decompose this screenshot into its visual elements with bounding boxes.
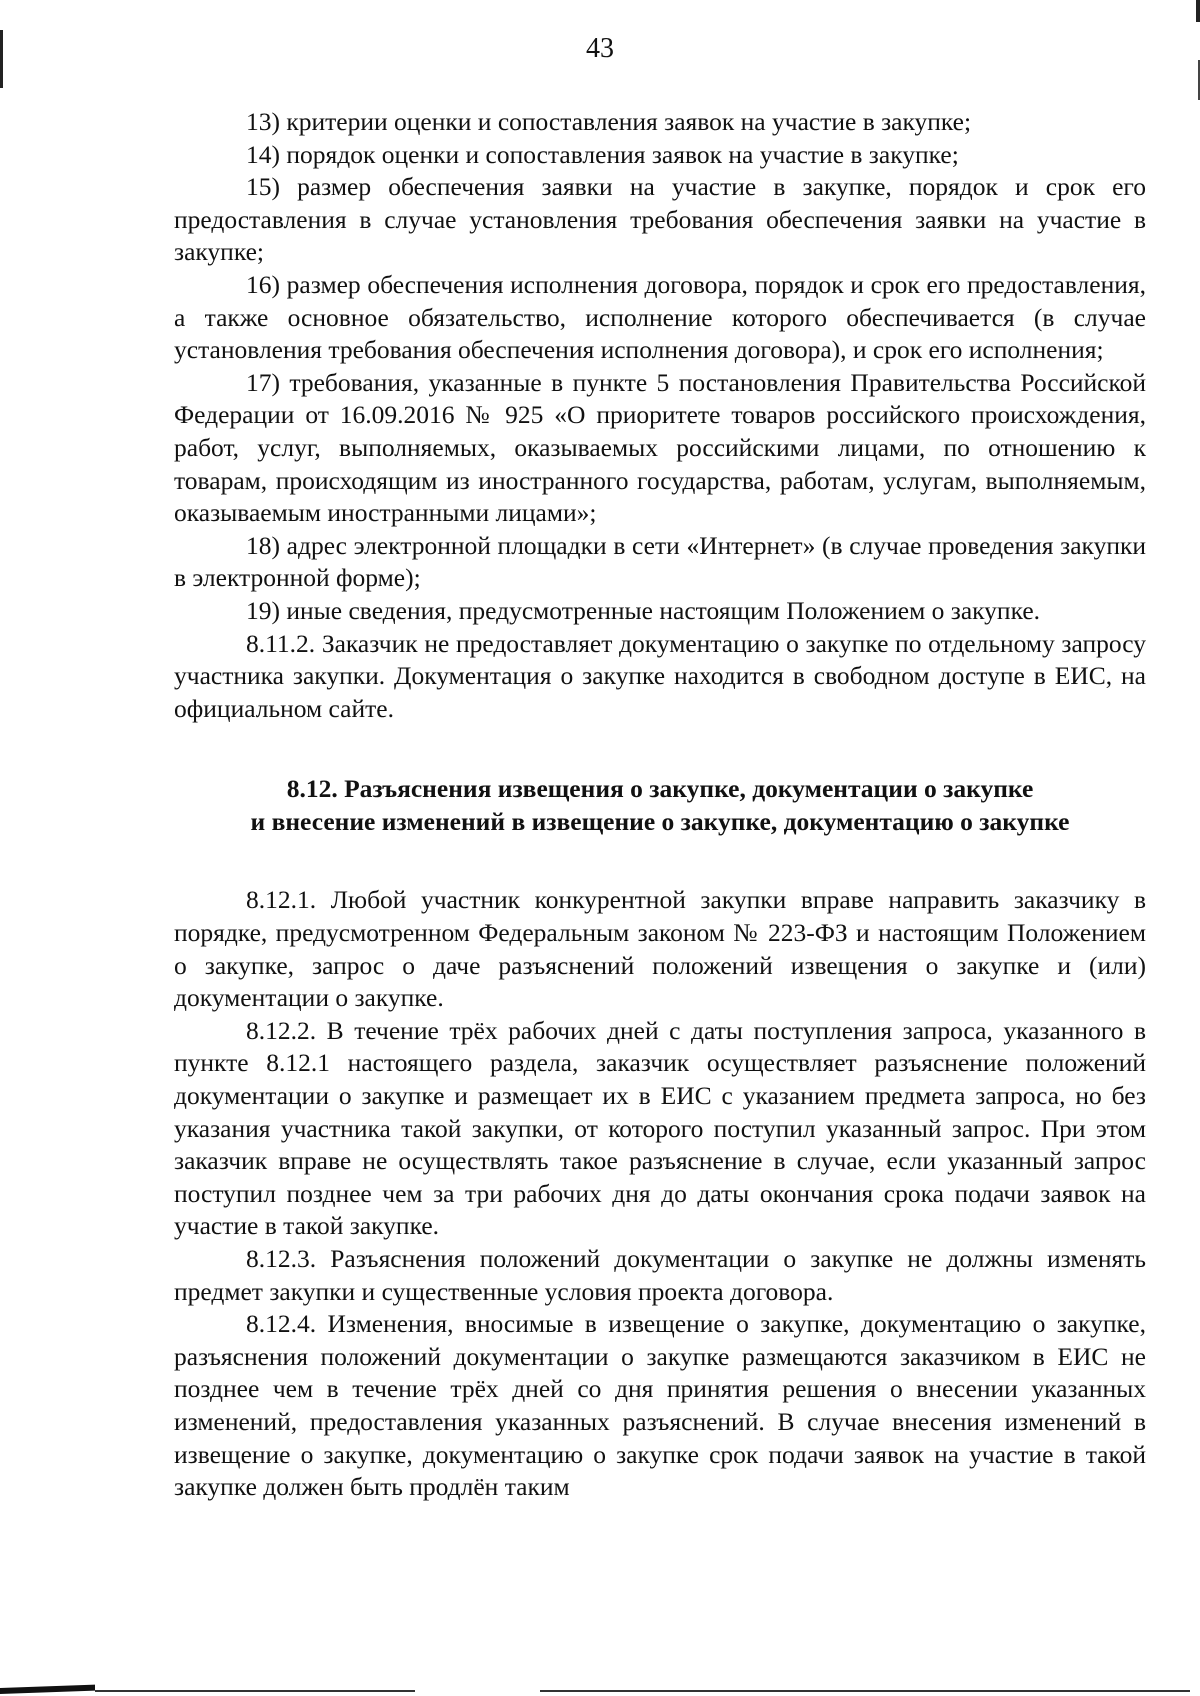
clause-paragraph: 8.12.1. Любой участник конкурентной закупки вправе направить заказчику в порядке, предусмотренном Федеральным законом № 223-ФЗ и настоящим Положением о закупке, запрос о даче разъяснений положений извещения о закупке и (или) документации о закупке.: [174, 885, 1146, 1013]
clause-paragraph: 8.12.2. В течение трёх рабочих дней с даты поступления запроса, указанного в пункте 8.12.1 настоящего раздела, заказчик осуществляет разъяснение положений документации о закупке и размещает их в ЕИС с указанием предмета запроса, но без указания участника такой закупки, от которого поступил указанный запрос. При этом заказчик вправе не осуществлять такое разъяснение в случае, если указанный запрос поступил позднее чем за три рабочих дня до даты окончания срока подачи заявок на участие в такой закупке.: [174, 1015, 1146, 1241]
list-item: 19) иные сведения, предусмотренные настоящим Положением о закупке.: [246, 595, 1041, 625]
list-item: 18) адрес электронной площадки в сети «Интернет» (в случае проведения закупки в электронной форме);: [174, 530, 1146, 593]
clause-paragraph: 8.12.3. Разъяснения положений документации о закупке не должны изменять предмет закупки и существенные условия проекта договора.: [174, 1244, 1146, 1306]
scan-edge-artifact: [0, 1685, 95, 1694]
document-body: [174, 106, 1146, 1504]
scan-edge-artifact: [95, 1690, 415, 1692]
page-number: 43: [586, 33, 614, 64]
section-heading-line: и внесение изменений в извещение о закупке, документацию о закупке: [250, 806, 1070, 836]
list-item: 14) порядок оценки и сопоставления заявок на участие в закупке;: [246, 139, 959, 169]
scan-edge-artifact: [540, 1690, 1190, 1692]
clause-paragraph: 8.12.4. Изменения, вносимые в извещение о закупке, документацию о закупке, разъяснения положений документации о закупке размещаются заказчиком в ЕИС не позднее чем в течение трёх дней со дня принятия решения о внесении указанных изменений, предоставления указанных разъяснений. В случае внесения изменений в извещение о закупке, документацию о закупке срок подачи заявок на участие в такой закупке должен быть продлён таким: [174, 1309, 1146, 1502]
list-item: 13) критерии оценки и сопоставления заявок на участие в закупке;: [246, 107, 972, 136]
list-item: 17) требования, указанные в пункте 5 постановления Правительства Российской Федерации от 16.09.2016 № 925 «О приоритете товаров российского происхождения, работ, услуг, выполняемых, оказываемых российскими лицами, по отношению к товарам, происходящим из иностранного государства, работам, услугам, выполняемым, оказываемым иностранными лицами»;: [174, 367, 1146, 528]
scan-edge-artifact: [1196, 0, 1200, 22]
clause-paragraph: 8.11.2. Заказчик не предоставляет документацию о закупке по отдельному запросу участника закупки. Документация о закупке находится в свободном доступе в ЕИС, на официальном сайте.: [174, 628, 1146, 723]
list-item: 16) размер обеспечения исполнения договора, порядок и срок его предоставления, а также основное обязательство, исполнение которого обеспечивается (в случае установления требования обеспечения исполнения договора), и срок его исполнения;: [174, 269, 1146, 365]
list-item: 15) размер обеспечения заявки на участие в закупке, порядок и срок его предоставления в случае установления требования обеспечения заявки на участие в закупке;: [174, 172, 1146, 267]
section-heading: [174, 773, 1146, 838]
section-heading-line: 8.12. Разъяснения извещения о закупке, документации о закупке: [286, 774, 1034, 804]
